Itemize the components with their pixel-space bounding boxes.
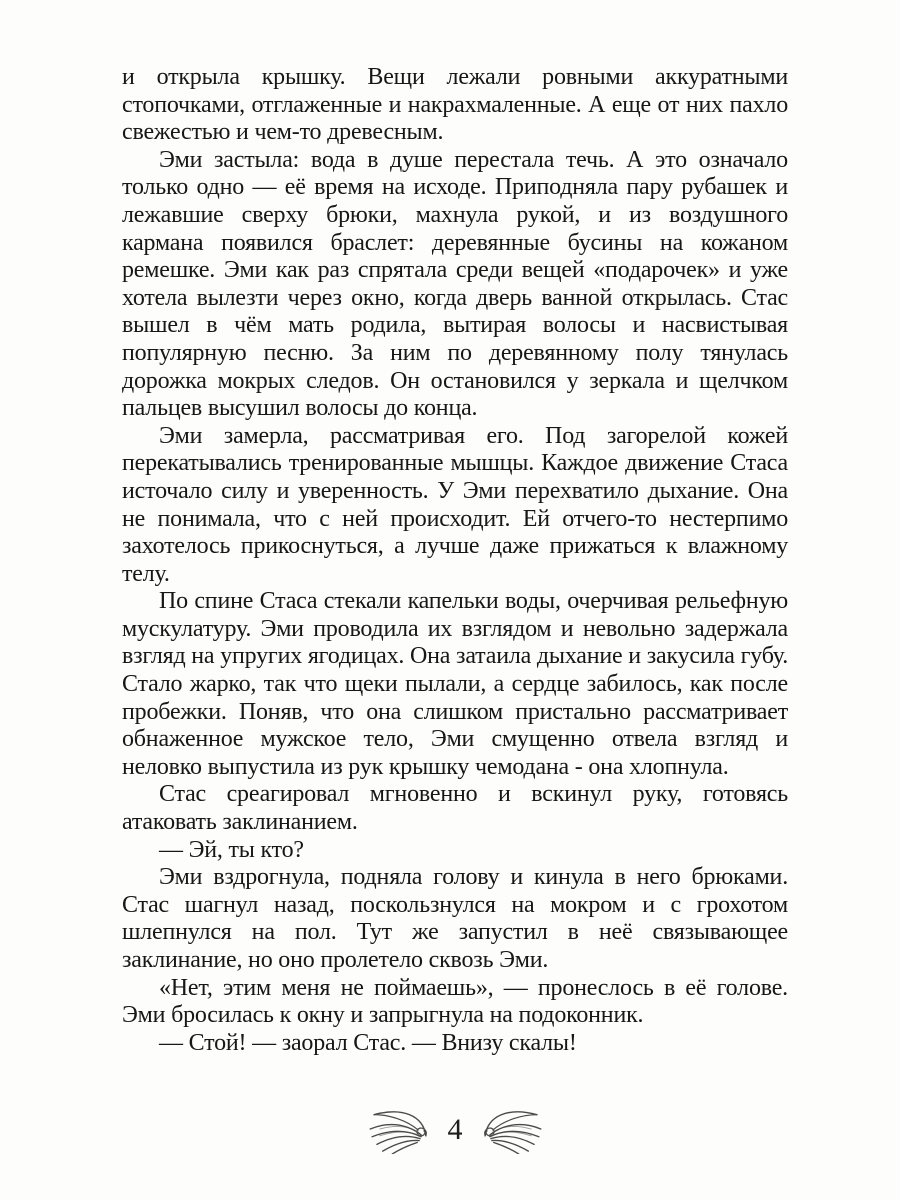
page-footer (122, 1106, 788, 1154)
paragraph-dialogue: — Эй, ты кто? (159, 836, 304, 863)
paragraph-dialogue: — Стой! — заорал Стас. — Внизу скалы! (159, 1029, 577, 1056)
paragraph: Стас среагировал мгновенно и вскинул руку, готовясь атаковать заклинанием. (122, 781, 788, 836)
paragraph: По спине Стаса стекали капельки воды, очерчивая рельефную мускулатуру. Эми проводила их взглядом и невольно задержала взгляд на упругих ягодицах. Она затаила дыхание и закусила губу. Стало жарко, так что щеки пылали, а сердце забилось, как после пробежки. Поняв, что она слишком пристально рассматривает обнаженное мужское тело, Эми смущенно отвела взгляд и неловко выпустила из рук крышку чемодана - она хлопнула. (122, 588, 788, 780)
paragraph: Эми вздрогнула, подняла голову и кинула в него брюками. Стас шагнул назад, поскользнулся на мокром и с грохотом шлепнулся на пол. Тут же запустил в неё связывающее заклинание, но оно пролетело сквозь Эми. (122, 864, 788, 973)
body-text (122, 64, 788, 1057)
wing-right-icon (480, 1106, 544, 1154)
paragraph: Эми замерла, рассматривая его. Под загорелой кожей перекатывались тренированные мышцы. Каждое движение Стаса источало силу и уверенность. У Эми перехватило дыхание. Она не понимала, что с ней происходит. Ей отчего-то нестерпимо захотелось прикоснуться, а лучше даже прижаться к влажному телу. (122, 422, 788, 587)
paragraph-continuation: и открыла крышку. Вещи лежали ровными аккуратными стопочками, отглаженные и накрахмаленные. А еще от них пахло свежестью и чем-то древесным. (122, 64, 788, 146)
paragraph: «Нет, этим меня не поймаешь», — пронеслось в её голове. Эми бросилась к окну и запрыгнула на подоконник. (122, 974, 788, 1029)
page-number: 4 (447, 1113, 463, 1146)
paragraph: Эми застыла: вода в душе перестала течь. А это означало только одно — её время на исходе. Приподняла пару рубашек и лежавшие сверху брюки, махнула рукой, и из воздушного кармана появился браслет: деревянные бусины на кожаном ремешке. Эми как раз спрятала среди вещей «подарочек» и уже хотела вылезти через окно, когда дверь ванной открылась. Стас вышел в чём мать родила, вытирая волосы и насвистывая популярную песню. За ним по деревянному полу тянулась дорожка мокрых следов. Он остановился у зеркала и щелчком пальцев высушил волосы до конца. (122, 146, 788, 422)
wing-left-icon (367, 1106, 431, 1154)
